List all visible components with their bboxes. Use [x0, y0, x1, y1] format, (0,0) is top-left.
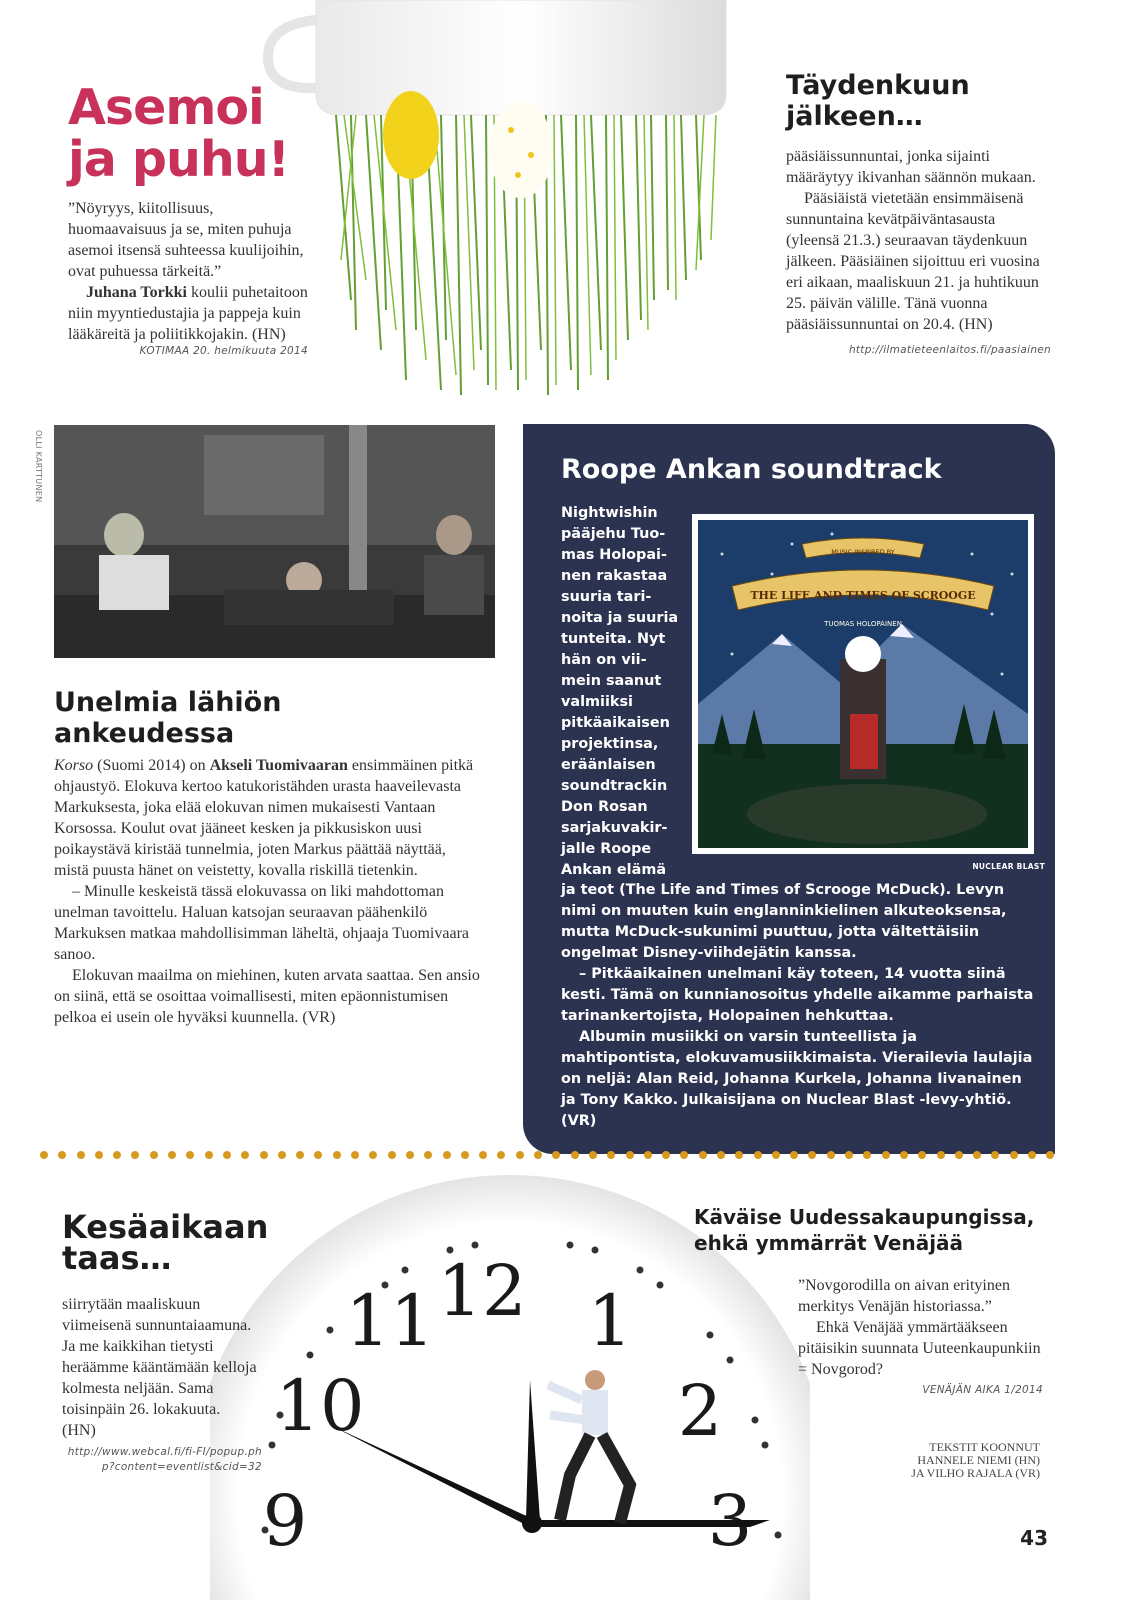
album-top-text: MUSIC INSPIRED BY [831, 548, 895, 556]
unelmia-section [54, 687, 484, 1028]
asemoi-source: KOTIMAA 20. helmikuuta 2014 [139, 345, 308, 357]
unelmia-title: Unelmia lähiön ankeudessa [54, 687, 282, 749]
photo-credit: OLLI KARTTUNEN [34, 430, 43, 503]
taydenkuun-section [786, 70, 1056, 356]
kavaise-title: Käväise Uudessakaupungissa, ehkä ymmärrät Venäjää [694, 1205, 1035, 1255]
clock-number-1: 1 [587, 1280, 633, 1362]
korso-film-photo [54, 425, 495, 658]
roope-narrow-text: Nightwishin pääjehu Tuo- mas Holopai- nen rakastaa suuria tari- noita ja suuria tunteita. Nyt hän on vii- mein saanut valmiiksi pitkäaikaisen projektinsa, eräänlaisen soundtrackin Don Rosan sarjakuvakir- jalle Roope Ankan elämä [561, 505, 679, 878]
unelmia-body: Korso (Suomi 2014) on Akseli Tuomivaaran ensimmäinen pitkä ohjaustyö. Elokuva kertoo katukoristähden urasta haaveilevasta Markuksesta, joka elää elokuvan nimen mukaisesti Vantaan Korsossa. Koulut ovat jääneet kesken ja pikkusiskon uusi poikaystävä kiristää tunnelmia, joten Markus päättää näyttää, mistä puusta hänet on veistetty, kovalla riskillä tietenkin. – Minulle keskeistä tässä elokuvassa on liki mahdottoman unelman tavoittelu. Haluan katsojan seuraavan päähenkilö Markuksen matkaa mahdollisimman läheltä, ohjaaja Tuomivaara sanoo. Elokuvan maailma on miehinen, kuten arvata saattaa. Sen ansio on siinä, että se osoittaa voimallisesti, miten epäonnistumisen pelkoa ei usein ole hyväksi kuunnella. (VR) [54, 757, 480, 1026]
clock-number-12: 12 [437, 1250, 527, 1332]
asemoi-quote: ”Nöyryys, kiitollisuus, huomaavaisuus ja se, miten puhuja asemoi itsensä suhteessa kuulijoihin, ovat puhuessa tärkeitä.” [68, 200, 304, 280]
easter-grass-cup-image [256, 0, 764, 395]
album-credit: NUCLEAR BLAST [972, 862, 1045, 871]
taydenkuun-title: Täydenkuun jälkeen… [786, 70, 970, 132]
album-artist-text: TUOMAS HOLOPAINEN [824, 620, 902, 628]
clock-number-11: 11 [345, 1280, 435, 1362]
album-cover-image [692, 514, 1034, 854]
kesaaikaan-source: http://www.webcal.fi/fi-FI/popup.php?content=eventlist&cid=32 [67, 1446, 262, 1473]
clock-number-9: 9 [262, 1480, 308, 1562]
kesaaikaan-section [62, 1208, 277, 1475]
kavaise-body: ”Novgorodilla on aivan erityinen merkitys Venäjän historiassa.” Ehkä Venäjää ymmärtääkseen pitäisikin suunnata Uuteenkaupunkiin = Novgorod? VENÄJÄN AIKA 1/2014 [798, 1275, 1043, 1401]
asemoi-paragraph: Juhana Torkki koulii puhetaitoon niin myyntiedustajia ja pappeja kuin lääkäreitä ja poliitikkojakin. (HN) [68, 284, 308, 343]
taydenkuun-body: pääsiäissunnuntai, jonka sijainti määräytyy ikivanhan säännön mukaan. Pääsiäistä vietetään ensimmäisenä sunnuntaina kevätpäiväntasausta (yleensä 21.3.) seuraavan täydenkuun jälkeen. Pääsiäinen sijoittuu eri vuosina eri aikaan, maaliskuun 21. ja huhtikuun 25. päivän välille. Tänä vuonna pääsiäissunnuntai on 20.4. (HN) [786, 148, 1040, 333]
roope-title: Roope Ankan soundtrack [561, 454, 942, 485]
album-banner-text: THE LIFE AND TIMES OF SCROOGE [750, 589, 976, 602]
kesaaikaan-body: siirrytään maaliskuun viimeisenä sunnuntaiaamuna. Ja me kaikkihan tietysti heräämme kääntämään kelloja kolmesta neljään. Sama toisinpäin 26. lokakuuta. (HN) [62, 1296, 257, 1439]
asemoi-section [68, 79, 318, 357]
film-title: Korso [54, 757, 94, 774]
clock-number-10: 10 [275, 1365, 365, 1447]
taydenkuun-source: http://ilmatieteenlaitos.fi/paasiainen [848, 344, 1051, 356]
dotted-divider [40, 1151, 1055, 1161]
asemoi-person-name: Juhana Torkki [86, 284, 187, 301]
credits-block: TEKSTIT KOONNUT HANNELE NIEMI (HN) JA VILHO RAJALA (VR) [911, 1440, 1040, 1480]
page-number: 43 [1020, 1526, 1048, 1550]
asemoi-title: Asemoi ja puhu! [68, 79, 289, 188]
clock-number-2: 2 [677, 1370, 723, 1452]
roope-wide-text: ja teot (The Life and Times of Scrooge McDuck). Levyn nimi on muuten kuin englanninkielinen alkuteoksensa, mutta McDuck-sukunimi puuttuu, jotta vältettäisiin ongelmat Disney-viihdejätin kanssa. – Pitkäaikainen unelmani käy toteen, 14 vuotta siinä kesti. Tämä on kunnianosoitus yhdelle aikamme parhaista tarinankertojista, Holopainen hehkuttaa. Albumin musiikki on varsin tunteellista ja mahtipontista, elokuvamusiikkimaista. Vierailevia laulajia on neljä: Alan Reid, Johanna Kurkela, Johanna Iivanainen ja Tony Kakko. Julkaisijana on Nuclear Blast -levy-yhtiö. (VR) [561, 882, 1034, 1129]
kavaise-source: VENÄJÄN AIKA 1/2014 [922, 1384, 1043, 1396]
asemoi-body [68, 198, 308, 345]
kesaaikaan-title: Kesäaikaan taas… [62, 1208, 269, 1277]
director-name: Akseli Tuomivaaran [209, 757, 348, 774]
